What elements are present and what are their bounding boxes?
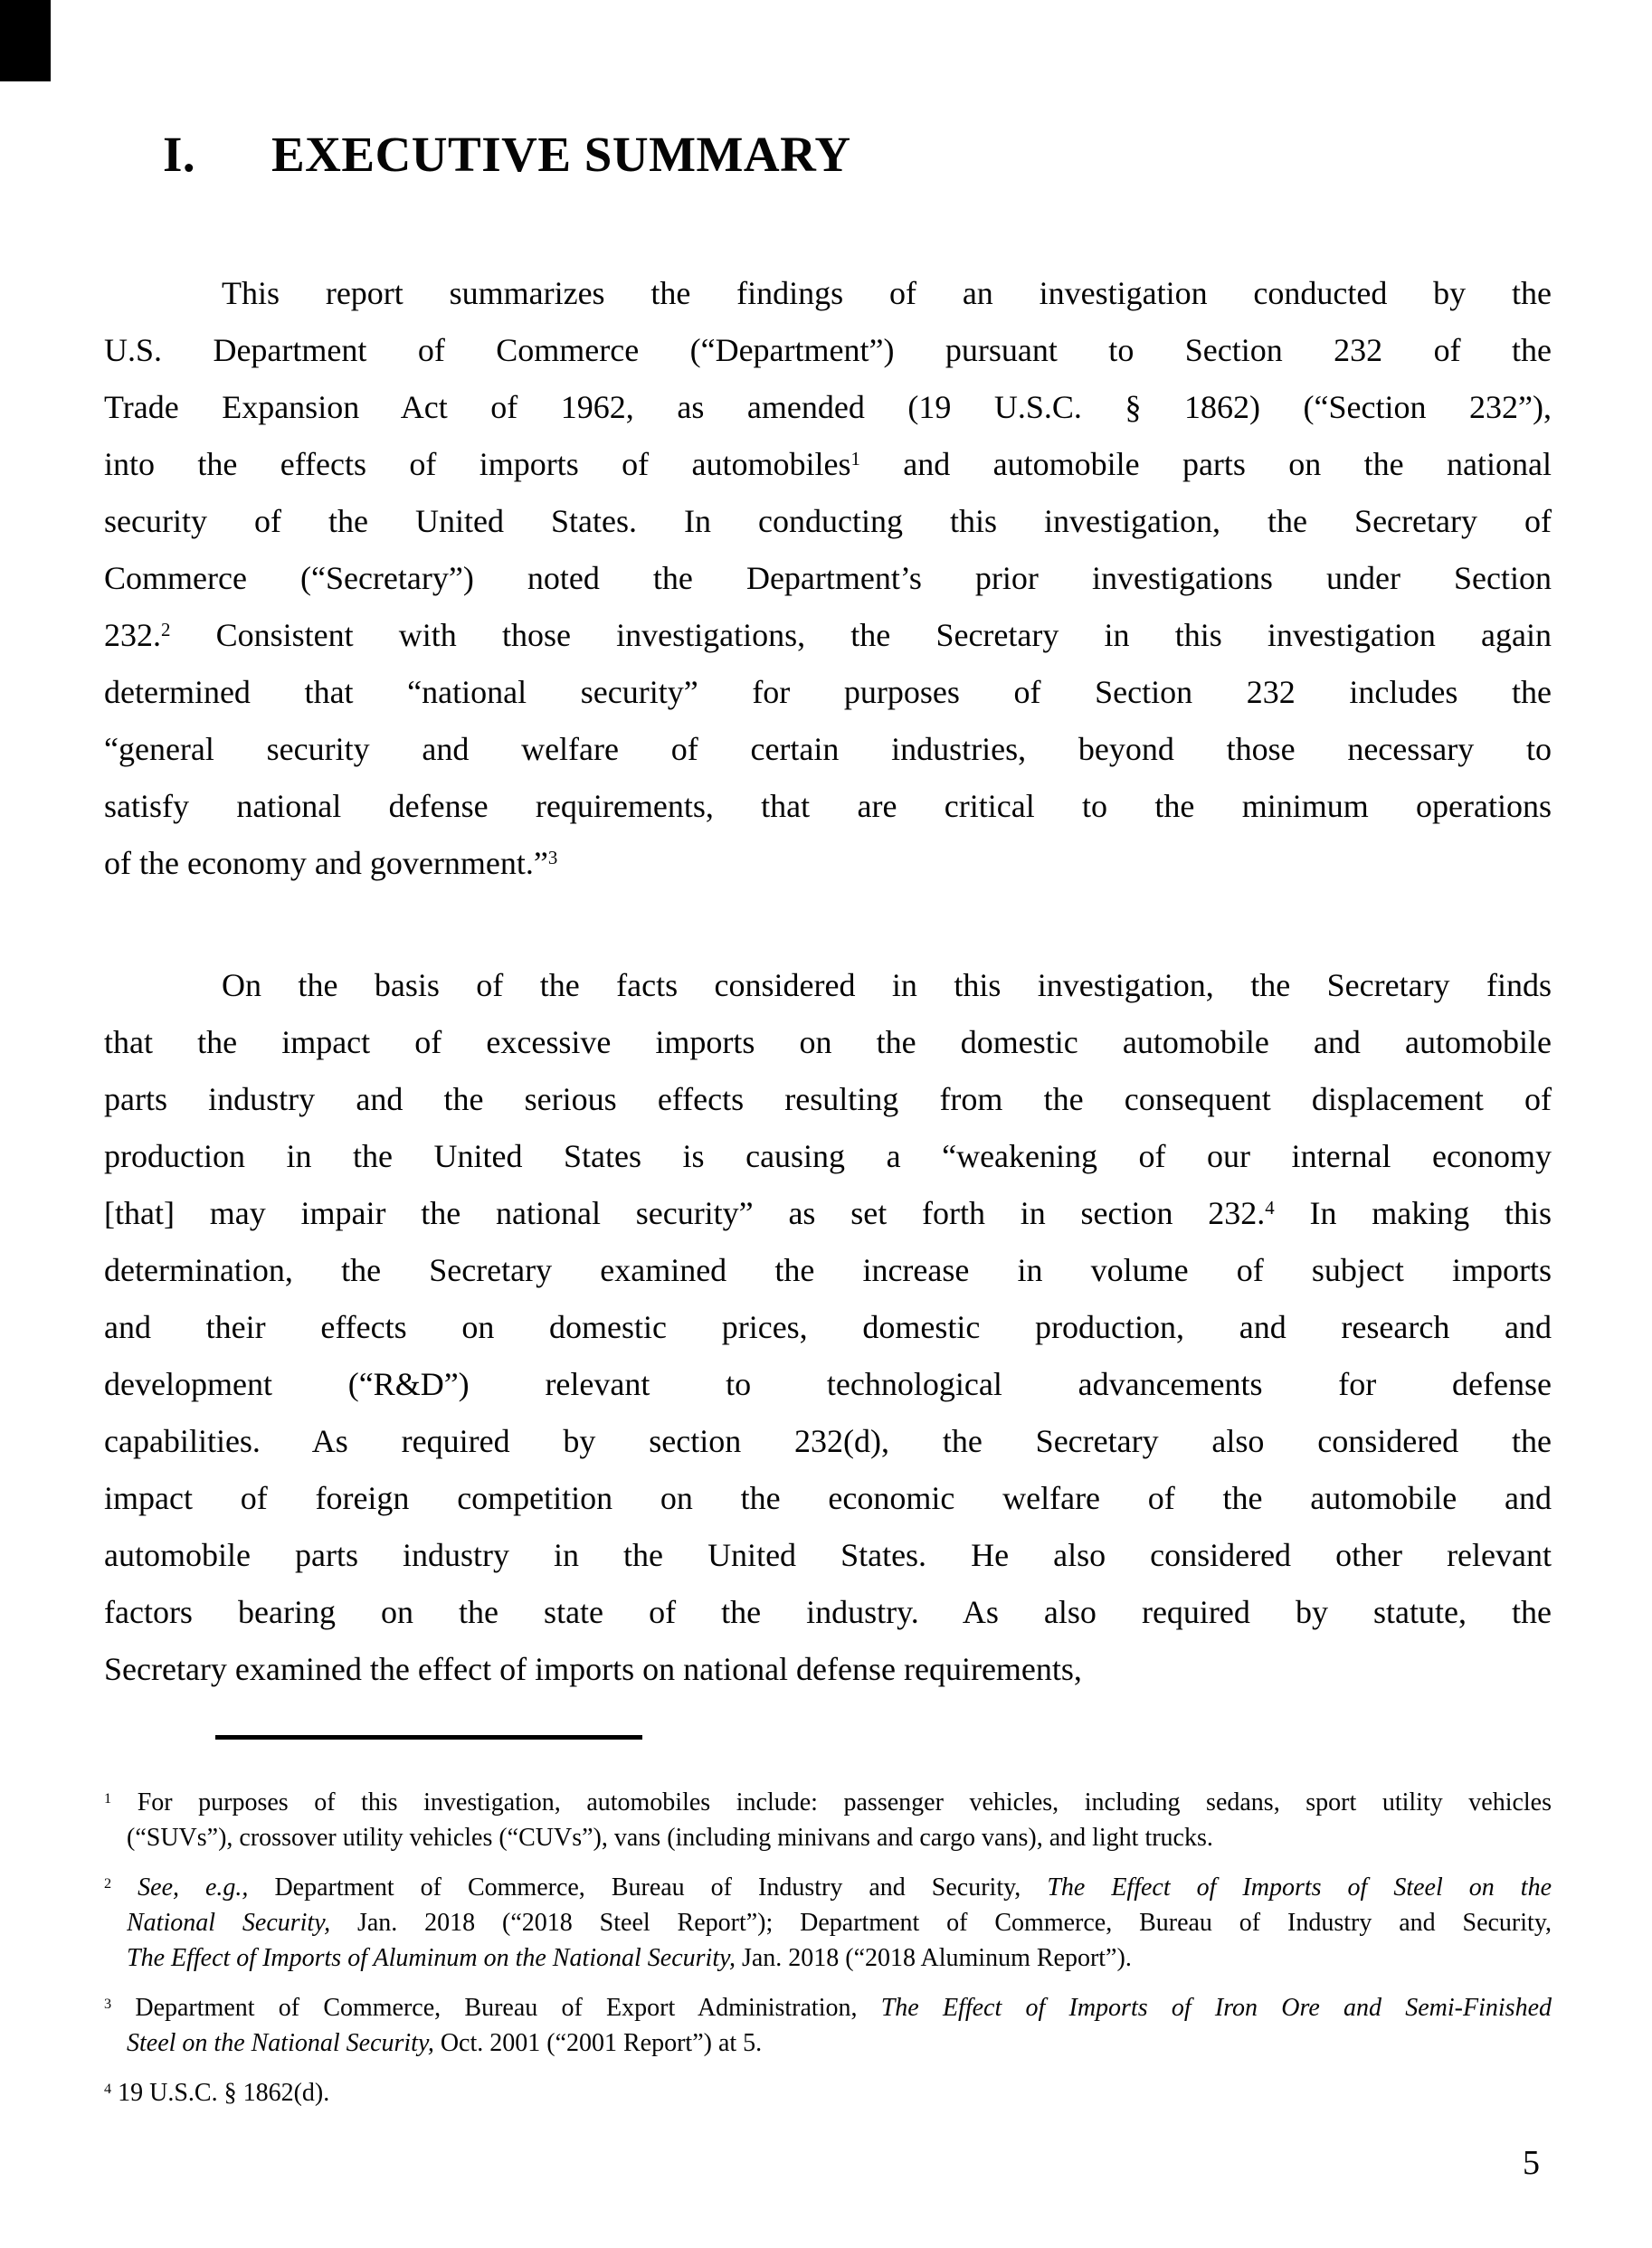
section-heading [163,125,851,185]
footnote-marker: 3 [104,1995,112,2012]
text-segment: 19 U.S.C. § 1862(d). [118,2079,330,2107]
section-title: EXECUTIVE SUMMARY [271,127,851,182]
text-segment: Jan. 2018 (“2018 Aluminum Report”). [735,1944,1132,1972]
footnote-marker: 2 [104,1874,112,1892]
text-segment: “general security and welfare of certain industries, beyond those necessary to [104,731,1552,767]
footnote [104,1785,1552,1855]
body-text-line [104,1356,1552,1413]
body-text-line [104,1641,1552,1698]
footnote-line [127,1820,1552,1855]
footnote-line [104,1785,1552,1820]
body-text-line [104,379,1552,436]
text-segment: impact of foreign competition on the economic welfare of the automobile and [104,1480,1552,1516]
text-segment: of the economy and government.” [104,845,548,881]
text-segment: Jan. 2018 (“2018 Steel Report”); Department of Commerce, Bureau of Industry and Security, [330,1909,1552,1937]
text-segment: 232. [104,617,161,653]
footnote [104,1990,1552,2061]
body-text-line [104,1242,1552,1299]
footnote-line [127,1940,1552,1976]
text-segment: that the impact of excessive imports on the domestic automobile and automobile [104,1024,1552,1060]
footnote-marker: 4 [104,2080,112,2097]
body-text-line [104,1527,1552,1584]
text-segment: Oct. 2001 (“2001 Report”) at 5. [433,2029,763,2057]
body-text-line [104,1185,1552,1242]
body-text-line [104,265,1552,322]
footnote-marker: 1 [104,1789,112,1807]
text-segment: production in the United States is causing a “weakening of our internal economy [104,1138,1552,1174]
text-segment: development (“R&D”) relevant to technological advancements for defense [104,1366,1552,1402]
text-segment: satisfy national defense requirements, that are critical to the minimum operations [104,788,1552,824]
text-segment: and automobile parts on the national [859,446,1552,482]
body-text-line [104,1584,1552,1641]
text-segment: This report summarizes the findings of an investigation conducted by the [222,275,1552,311]
body-paragraph-1 [104,265,1552,892]
text-segment: parts industry and the serious effects resulting from the consequent displacement of [104,1081,1552,1117]
section-number: I. [163,127,196,182]
body-text-line [104,1413,1552,1470]
footnote-line [127,1905,1552,1940]
text-segment: Trade Expansion Act of 1962, as amended (19 U.S.C. § 1862) (“Section 232”), [104,389,1552,425]
text-segment: On the basis of the facts considered in this investigation, the Secretary finds [222,967,1552,1003]
text-segment-italic: See, e.g., [138,1873,249,1902]
text-segment: factors bearing on the state of the industry. As also required by statute, the [104,1594,1552,1630]
body-text-line [104,607,1552,664]
body-text-line [104,721,1552,778]
text-segment: In making this [1274,1195,1552,1231]
text-segment: [that] may impair the national security” as set forth in section 232. [104,1195,1266,1231]
text-segment: U.S. Department of Commerce (“Department”) pursuant to Section 232 of the [104,332,1552,368]
text-segment: For purposes of this investigation, automobiles include: passenger vehicles, including sedans, sport utility vehicles [137,1788,1552,1816]
text-segment-italic: The Effect of Imports of Steel on the [1047,1873,1552,1902]
text-segment: into the effects of imports of automobiles [104,446,851,482]
page-number: 5 [1523,2144,1540,2182]
text-segment: Secretary examined the effect of imports on national defense requirements, [104,1651,1082,1687]
body-text-line [104,436,1552,493]
text-segment: determination, the Secretary examined the increase in volume of subject imports [104,1252,1552,1288]
body-text-line [104,1071,1552,1128]
body-text-line [104,778,1552,835]
footnote-line [104,2075,1552,2110]
text-segment: (“SUVs”), crossover utility vehicles (“CUVs”), vans (including minivans and cargo vans), and light trucks. [127,1824,1213,1852]
text-segment: capabilities. As required by section 232(d), the Secretary also considered the [104,1423,1552,1459]
footnotes-section [104,1785,1552,2125]
body-text-line [104,1470,1552,1527]
text-segment: Department of Commerce, Bureau of Industry and Security, [248,1873,1048,1902]
body-text-line [104,1014,1552,1071]
footnote-ref: 4 [1265,1197,1275,1219]
body-text-line [104,1299,1552,1356]
text-segment: automobile parts industry in the United States. He also considered other relevant [104,1537,1552,1573]
body-text-line [104,664,1552,721]
text-segment-italic: The Effect of Imports of Iron Ore and Semi-Finished [880,1994,1552,2022]
text-segment: determined that “national security” for purposes of Section 232 includes the [104,674,1552,710]
text-segment: security of the United States. In conducting this investigation, the Secretary of [104,503,1552,539]
text-segment-italic: Steel on the National Security, [127,2029,434,2057]
footnote-line [104,1870,1552,1905]
body-text-line [104,550,1552,607]
footnote [104,2075,1552,2110]
footnote [104,1870,1552,1976]
footnote-ref: 1 [850,448,860,470]
footnote-line [104,1990,1552,2025]
text-segment: Commerce (“Secretary”) noted the Department’s prior investigations under Section [104,560,1552,596]
body-paragraph-2 [104,957,1552,1698]
body-text-line [104,835,1552,892]
scan-artifact-corner [0,0,51,81]
footnote-ref: 3 [547,847,558,869]
footnote-line [127,2025,1552,2061]
footnote-ref: 2 [161,619,171,641]
footnote-separator [215,1735,642,1740]
body-text-line [104,1128,1552,1185]
body-text-line [104,957,1552,1014]
text-segment-italic: The Effect of Imports of Aluminum on the National Security, [127,1944,736,1972]
body-text-line [104,322,1552,379]
text-segment: Consistent with those investigations, the Secretary in this investigation again [170,617,1552,653]
body-text-line [104,493,1552,550]
text-segment: and their effects on domestic prices, domestic production, and research and [104,1309,1552,1345]
text-segment-italic: National Security, [127,1909,331,1937]
text-segment: Department of Commerce, Bureau of Export Administration, [135,1994,881,2022]
